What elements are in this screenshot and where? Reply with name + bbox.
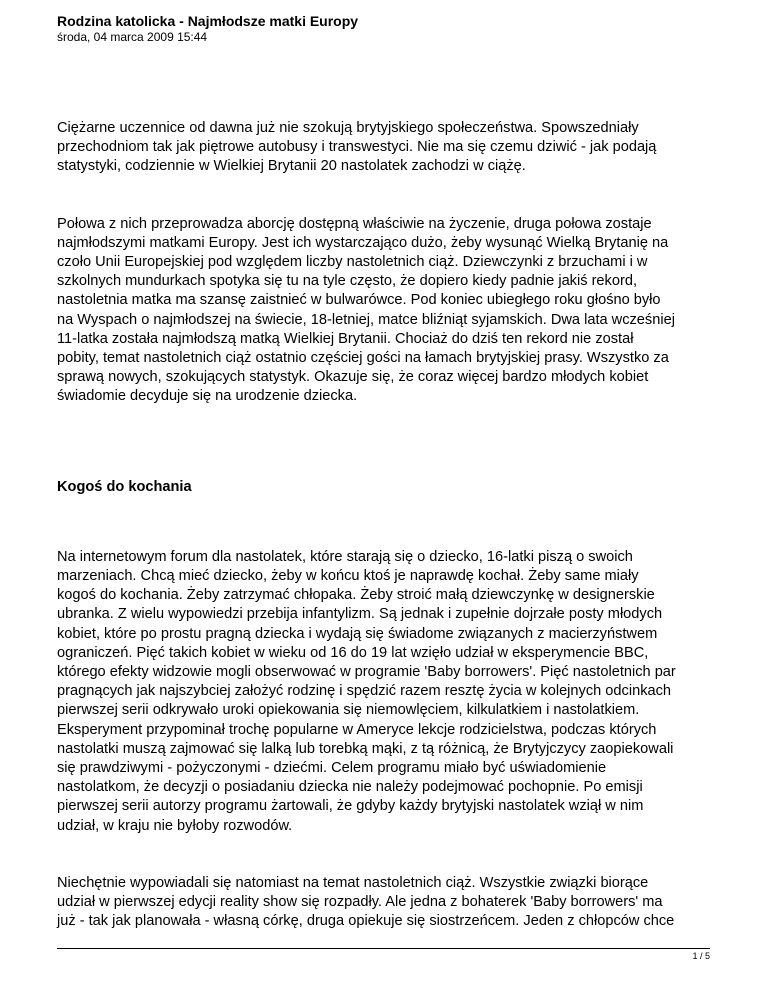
- document-header: [57, 13, 717, 45]
- document-title: Rodzina katolicka - Najmłodsze matki Europy: [57, 13, 359, 29]
- publication-date: środa, 04 marca 2009 15:44: [57, 30, 208, 44]
- paragraph-reality-show: Niechętnie wypowiadali się natomiast na temat nastoletnich ciąż. Wszystkie związki biorące udział w pierwszej edycji reality show się rozpadły. Ale jedna z bohaterek 'Baby borrowers' ma już - tak jak planowała - własną córkę, druga opiekuje się siostrzeńcem. Jeden z chłopców chce: [57, 874, 675, 930]
- paragraph-intro: Ciężarne uczennice od dawna już nie szokują brytyjskiego społeczeństwa. Spowszedniały przechodniom tak jak piętrowe autobusy i transwestyci. Nie ma się czemu dziwić - jak podają statystyki, codziennie w Wielkiej Brytanii 20 nastolatek zachodzi w ciążę.: [57, 120, 657, 175]
- article-body: [57, 119, 717, 932]
- section-heading: Kogoś do kochania: [57, 478, 192, 495]
- paragraph-abortion-statistics: Połowa z nich przeprowadza aborcję dostępną właściwie na życzenie, druga połowa zostaje najmłodszymi matkami Europy. Jest ich wystarczająco dużo, żeby wysunąć Wielką Brytanię na czoło Unii Europejskiej pod względem liczby nastoletnich ciąż. Dziewczynki z brzuchami i w szkolnych mundurkach spotyka się tu na tyle często, że dopiero kiedy padnie jakiś rekord, nastoletnia matka ma szansę zaistnieć w bulwarówce. Pod koniec ubiegłego roku głośno było na Wyspach o najmłodszej na świecie, 18-letniej, matce bliźniąt syjamskich. Dwa lata wcześniej 11-latka została najmłodszą matką Wielkiej Brytanii. Chociaż do dziś ten rekord nie został pobity, temat nastoletnich ciąż ostatnio częściej gości na łamach brytyjskiej prasy. Wszystko za sprawą nowych, szokujących statystyk. Okazuje się, że coraz więcej bardzo młodych kobiet świadomie decyduje się na urodzenie dziecka.: [57, 215, 675, 405]
- footer-divider: [57, 948, 710, 949]
- paragraph-internet-forum: Na internetowym forum dla nastolatek, które starają się o dziecko, 16-latki piszą o swoich marzeniach. Chcą mieć dziecko, żeby w końcu ktoś je naprawdę kochał. Żeby same miały kogoś do kochania. Żeby zatrzymać chłopaka. Żeby stroić małą dziewczynkę w designerskie ubranka. Z wielu wypowiedzi przebija infantylizm. Są jednak i zupełnie dojrzałe posty młodych kobiet, które po prostu pragną dziecka i wydają się świadome związanych z macierzyństwem ograniczeń. Pięć takich kobiet w wieku od 16 do 19 lat wzięło udział w eksperymencie BBC, którego efekty widzowie mogli obserwować w programie 'Baby borrowers'. Pięć nastoletnich par pragnących jak najszybciej założyć rodzinę i spędzić razem resztę życia w kolejnych odcinkach pierwszej serii odkrywało uroki opiekowania się niemowlęciem, kilkulatkiem i nastolatkiem. Eksperyment przypominał trochę popularne w Ameryce lekcje rodzicielstwa, podczas których nastolatki muszą zajmować się lalką lub torebką mąki, z tą różnicą, że Brytyjczycy zaopiekowali się prawdziwymi - pożyczonymi - dziećmi. Celem programu miało być uświadomienie nastolatkom, że decyzji o posiadaniu dziecka nie należy podejmować pochopnie. Po emisji pierwszej serii autorzy programu żartowali, że gdyby każdy brytyjski nastolatek wziął w nim udział, w kraju nie byłoby rozwodów.: [57, 548, 676, 834]
- page-number: 1 / 5: [692, 951, 710, 961]
